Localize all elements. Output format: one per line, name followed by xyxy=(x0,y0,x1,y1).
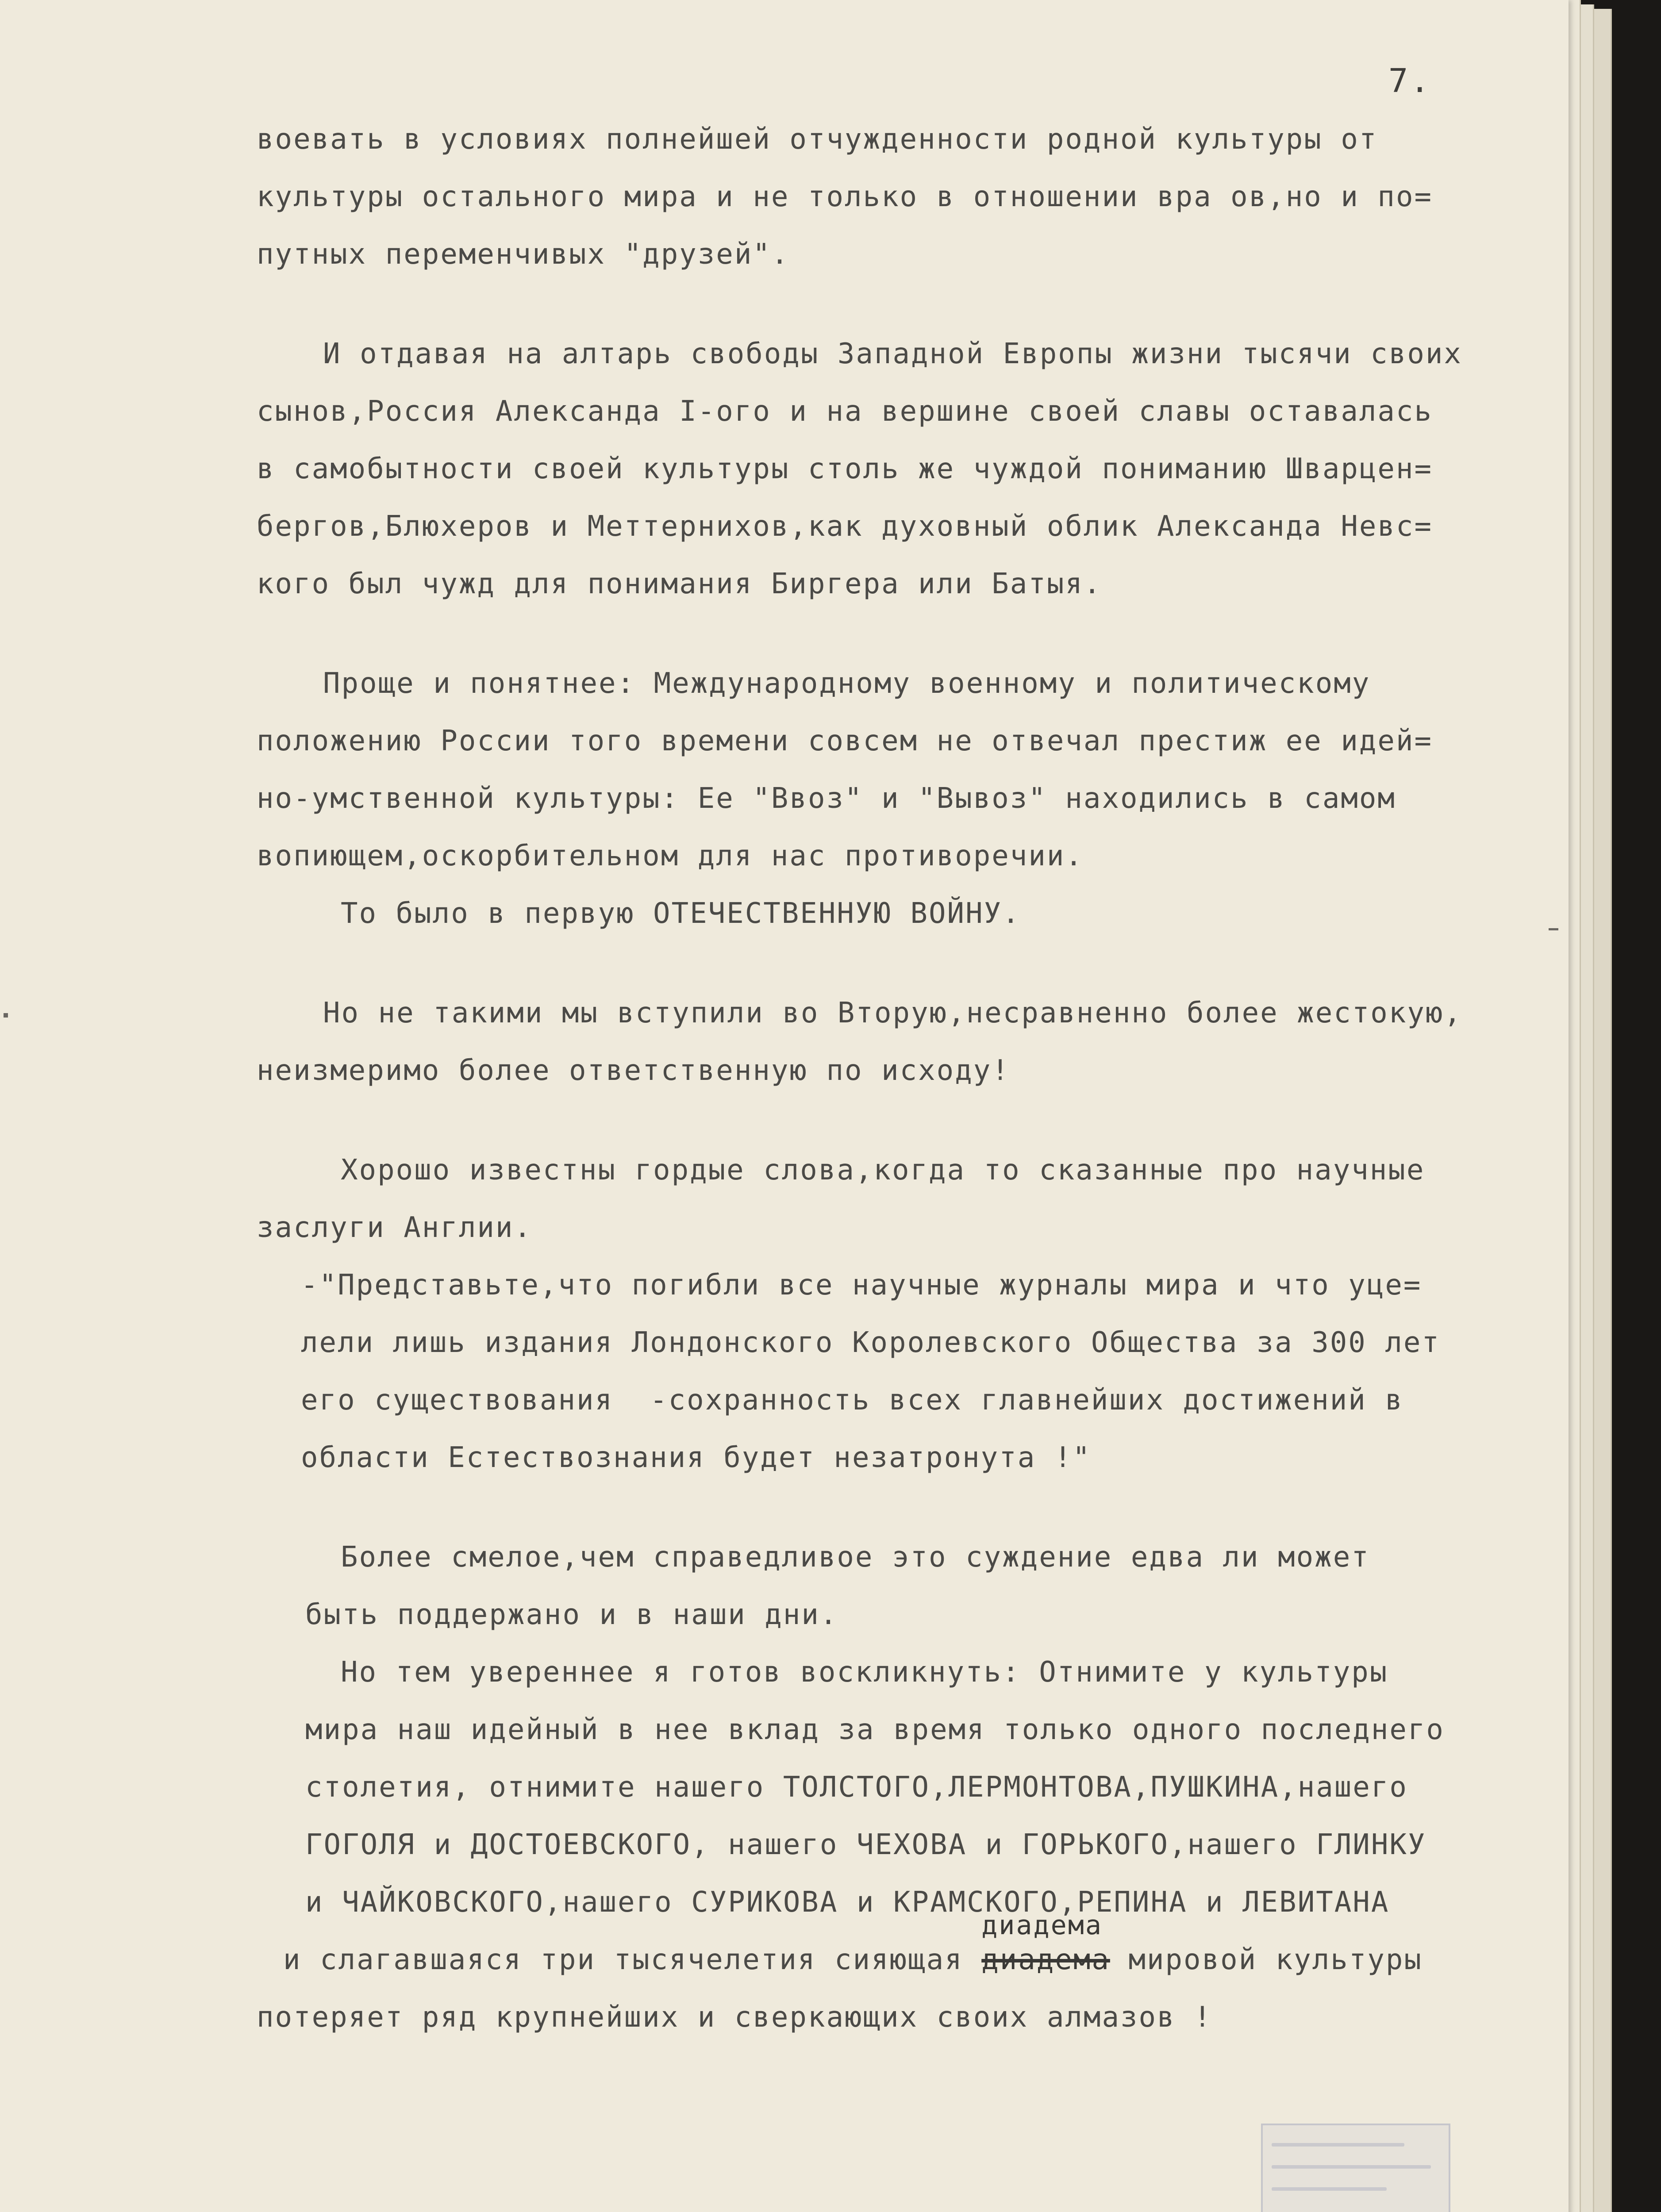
text-line: быть поддержано и в наши дни. xyxy=(305,1598,838,1631)
margin-mark xyxy=(4,1013,8,1018)
struck-word: диадема xyxy=(981,1943,1110,1976)
text-line: но-умственной культуры: Ее "Ввоз" и "Вывоз" находились в самом xyxy=(257,782,1396,815)
faded-stamp xyxy=(1261,2124,1450,2212)
text-line: столетия, отнимите нашего ТОЛСТОГО,ЛЕРМОНТОВА,ПУШКИНА,нашего xyxy=(305,1771,1408,1804)
text-line: положению России того времени совсем не отвечал престиж ее идей= xyxy=(257,725,1433,757)
text-line: его существования -сохранность всех главнейших достижений в xyxy=(301,1384,1403,1417)
text-line: путных переменчивых "друзей". xyxy=(257,238,790,271)
text-line: в самобытности своей культуры столь же чуждой пониманию Шварцен= xyxy=(257,453,1433,485)
text-line: области Естествознания будет незатронута !" xyxy=(301,1441,1091,1474)
text-fragment: мировой культуры xyxy=(1110,1943,1423,1976)
text-line: вопиющем,оскорбительном для нас противоречии. xyxy=(257,840,1084,872)
text-line: Но тем увереннее я готов воскликнуть: Отнимите у культуры xyxy=(341,1656,1388,1689)
text-line: Более смелое,чем справедливое это суждение едва ли может xyxy=(341,1541,1370,1574)
text-line: То было в первую ОТЕЧЕСТВЕННУЮ ВОЙНУ. xyxy=(341,897,1021,930)
text-line: заслуги Англии. xyxy=(257,1211,532,1244)
text-line: сынов,Россия Александа I-ого и на вершине своей славы оставалась xyxy=(257,395,1433,428)
text-line: Но не такими мы вступили во Вторую,несравненно более жестокую, xyxy=(323,997,1462,1029)
text-line: кого был чужд для понимания Биргера или Батыя. xyxy=(257,568,1102,600)
page-number: 7. xyxy=(1388,62,1431,100)
text-line: ГОГОЛЯ и ДОСТОЕВСКОГО, нашего ЧЕХОВА и ГОРЬКОГО,нашего ГЛИНКУ xyxy=(305,1828,1426,1861)
text-fragment: и слагавшаяся три тысячелетия сияющая xyxy=(283,1943,982,1976)
text-line: воевать в условиях полнейшей отчужденности родной культуры от xyxy=(257,123,1378,156)
text-line: мира наш идейный в нее вклад за время только одного последнего xyxy=(305,1713,1445,1746)
text-line: культуры остального мира и не только в отношении вра ов,но и по= xyxy=(257,180,1433,213)
text-line: И отдавая на алтарь свободы Западной Европы жизни тысячи своих xyxy=(323,338,1462,370)
text-line: бергов,Блюхеров и Меттернихов,как духовный облик Александа Невс= xyxy=(257,510,1433,543)
text-line: и ЧАЙКОВСКОГО,нашего СУРИКОВА и КРАМСКОГО,РЕПИНА и ЛЕВИТАНА xyxy=(305,1886,1390,1919)
text-line: лели лишь издания Лондонского Королевского Общества за 300 лет xyxy=(301,1326,1440,1359)
text-line: Хорошо известны гордые слова,когда то сказанные про научные xyxy=(341,1154,1425,1187)
corrected-word xyxy=(981,1910,1110,1989)
text-line: неизмеримо более ответственную по исходу! xyxy=(257,1054,1010,1087)
text-line: потеряет ряд крупнейших и сверкающих своих алмазов ! xyxy=(257,2001,1212,2034)
inserted-correction: диадема xyxy=(981,1910,1103,1941)
text-line: -"Представьте,что погибли все научные журналы мира и что уце= xyxy=(301,1269,1422,1302)
text-line xyxy=(257,1910,1566,1989)
typed-text xyxy=(257,111,1566,2046)
text-line: Проще и понятнее: Международному военному и политическому xyxy=(323,667,1371,700)
